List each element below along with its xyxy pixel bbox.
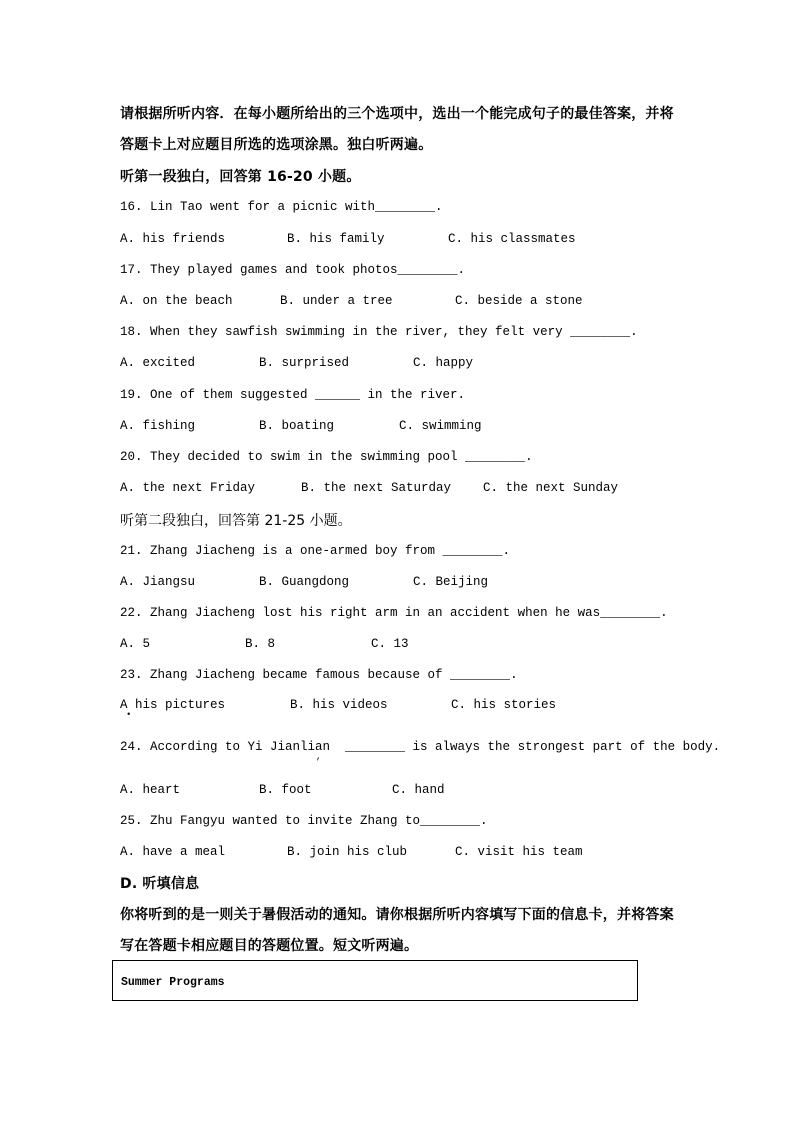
q22-option-b: B. 8 bbox=[245, 637, 276, 651]
q20-option-c: C. the next Sunday bbox=[483, 481, 619, 495]
question-24: 24. According to Yi Jianlian ________ is always the strongest part of the body. bbox=[120, 740, 721, 754]
q16-option-c: C. his classmates bbox=[448, 232, 576, 246]
question-17: 17. They played games and took photos________. bbox=[120, 263, 466, 277]
q25-option-b: B. join his club bbox=[287, 845, 408, 859]
q25-option-a: A. have a meal bbox=[120, 845, 226, 859]
q21-option-b: B. Guangdong bbox=[259, 575, 350, 589]
q19-option-b: B. boating bbox=[259, 419, 335, 433]
q18-option-a: A. excited bbox=[120, 356, 196, 370]
q23-option-c: C. his stories bbox=[451, 698, 557, 712]
q19-option-a: A. fishing bbox=[120, 419, 196, 433]
q22-option-c: C. 13 bbox=[371, 637, 409, 651]
question-18: 18. When they sawfish swimming in the river, they felt very ________. bbox=[120, 325, 638, 339]
info-card bbox=[112, 960, 638, 1001]
q16-option-a: A. his friends bbox=[120, 232, 226, 246]
q18-option-b: B. surprised bbox=[259, 356, 350, 370]
q16-option-b: B. his family bbox=[287, 232, 385, 246]
q22-option-a: A. 5 bbox=[120, 637, 151, 651]
question-25: 25. Zhu Fangyu wanted to invite Zhang to________. bbox=[120, 814, 488, 828]
q17-option-c: C. beside a stone bbox=[455, 294, 583, 308]
section-1-title: 听第一段独白，回答第 16-20 小题。 bbox=[120, 169, 361, 185]
q20-option-a: A. the next Friday bbox=[120, 481, 256, 495]
q20-option-b: B. the next Saturday bbox=[301, 481, 452, 495]
q23-option-a: A his pictures bbox=[120, 698, 226, 712]
q21-option-c: C. Beijing bbox=[413, 575, 489, 589]
question-21: 21. Zhang Jiacheng is a one-armed boy from ________. bbox=[120, 544, 511, 558]
question-20: 20. They decided to swim in the swimming pool ________. bbox=[120, 450, 533, 464]
question-22: 22. Zhang Jiacheng lost his right arm in an accident when he was________. bbox=[120, 606, 668, 620]
q24-option-c: C. hand bbox=[392, 783, 445, 797]
q23-option-b: B. his videos bbox=[290, 698, 388, 712]
q18-option-c: C. happy bbox=[413, 356, 474, 370]
section-d-line-2: 写在答题卡相应题目的答题位置。短文听两遍。 bbox=[120, 938, 419, 954]
q17-option-b: B. under a tree bbox=[280, 294, 393, 308]
question-19: 19. One of them suggested ______ in the river. bbox=[120, 388, 466, 402]
q24-comma-mark: , bbox=[316, 752, 322, 762]
section-2-title: 听第二段独白，回答第 21-25 小题。 bbox=[120, 513, 352, 529]
q23-option-a-dot: • bbox=[126, 710, 132, 720]
question-16: 16. Lin Tao went for a picnic with________. bbox=[120, 200, 443, 214]
intro-line-1: 请根据所听内容．在每小题所给出的三个选项中，选出一个能完成句子的最佳答案，并将 bbox=[120, 106, 674, 122]
info-card-title: Summer Programs bbox=[121, 976, 225, 989]
q21-option-a: A. Jiangsu bbox=[120, 575, 196, 589]
intro-line-2: 答题卡上对应题目所选的选项涂黑。独白听两遍。 bbox=[120, 137, 433, 153]
q19-option-c: C. swimming bbox=[399, 419, 482, 433]
section-d-heading: D. 听填信息 bbox=[120, 876, 200, 892]
q24-option-b: B. foot bbox=[259, 783, 312, 797]
q25-option-c: C. visit his team bbox=[455, 845, 583, 859]
question-23: 23. Zhang Jiacheng became famous because of ________. bbox=[120, 668, 518, 682]
q24-option-a: A. heart bbox=[120, 783, 181, 797]
section-d-line-1: 你将听到的是一则关于暑假活动的通知。请你根据所听内容填写下面的信息卡，并将答案 bbox=[120, 907, 674, 923]
q17-option-a: A. on the beach bbox=[120, 294, 233, 308]
